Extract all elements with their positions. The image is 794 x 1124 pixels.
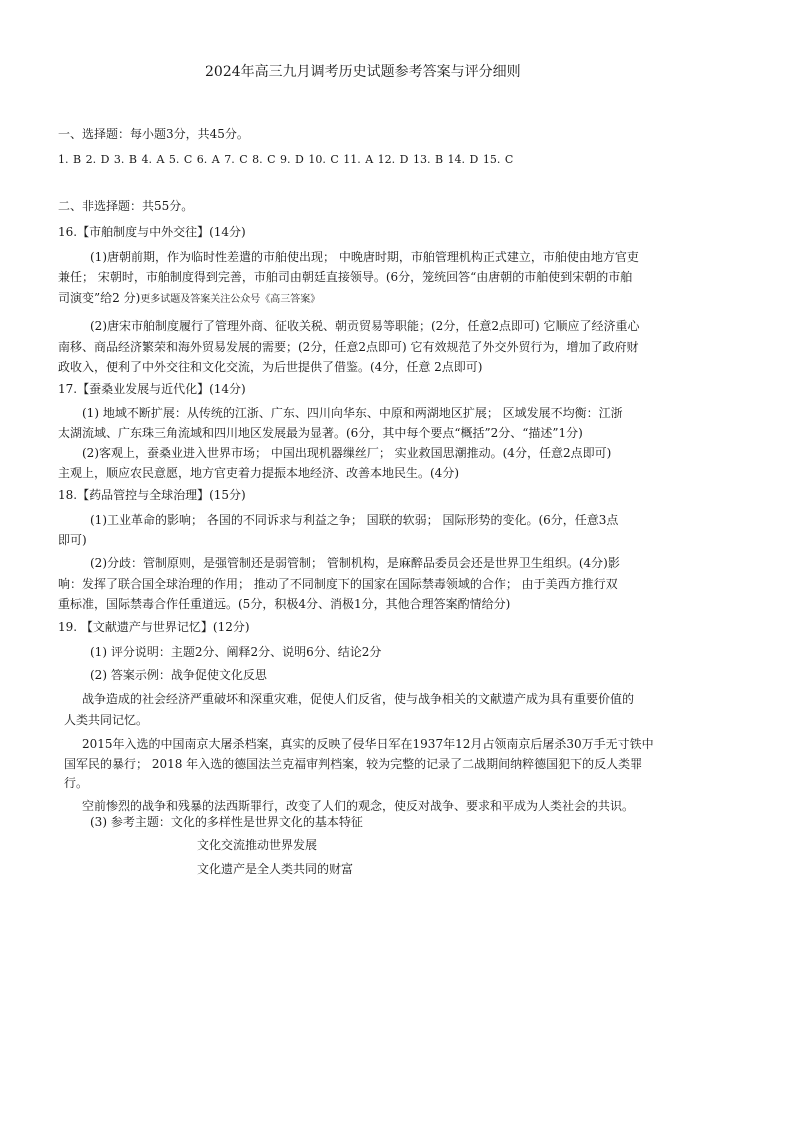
q19-essay2-line2: 国军民的暴行； 2018 年入选的德国法兰克福审判档案，较为完整的记录了二战期间纳粹德国犯下的反人类罪 xyxy=(64,757,643,771)
q17-p1-line2: 太湖流域、广东珠三角流域和四川地区发展最为显著。(6分，其中每个要点“概括”2分、“描述”1分) xyxy=(58,426,583,440)
q17-p2-line2: 主观上，顺应农民意愿，地方官吏着力提振本地经济、改善本地民生。(4分) xyxy=(58,466,460,480)
q17-heading: 17.【蚕桑业发展与近代化】(14分) xyxy=(58,382,246,396)
q18-p2-line3: 重标准，国际禁毒合作任重道远。(5分，积极4分、消极1分，其他合理答案酌情给分) xyxy=(58,597,511,611)
q16-p1-line1: (1)唐朝前期，作为临时性差遣的市舶使出现； 中晚唐时期，市舶管理机构正式建立，市舶使由地方官吏 xyxy=(90,250,639,264)
q19-essay3: 空前惨烈的战争和残暴的法西斯罪行，改变了人们的观念，使反对战争、要求和平成为人类社会的共识。 xyxy=(82,799,635,813)
q18-p2-line1: (2)分歧：管制原则，是强管制还是弱管制； 管制机构，是麻醉品委员会还是世界卫生组织。(4分)影 xyxy=(90,556,620,570)
q19-p3: (3) 参考主题：文化的多样性是世界文化的基本特征 xyxy=(90,815,363,829)
q16-p1-line3-text: 司演变”给2 分) xyxy=(58,291,141,305)
q18-p1-line1: (1)工业革命的影响； 各国的不同诉求与利益之争； 国联的软弱； 国际形势的变化。(6分，任意3点 xyxy=(90,513,619,527)
q19-essay1-line2: 人类共同记忆。 xyxy=(64,713,149,727)
q19-heading: 19. 【文献遗产与世界记忆】(12分) xyxy=(58,620,250,634)
q17-p1-line1: (1) 地域不断扩展：从传统的江浙、广东、四川向华东、中原和两湖地区扩展； 区域发展不均衡：江浙 xyxy=(82,406,623,420)
mc-answers: 1. B 2. D 3. B 4. A 5. C 6. A 7. C 8. C 9. D 10. C 11. A 12. D 13. B 14. D 15. C xyxy=(58,153,514,166)
q19-essay2-line3: 行。 xyxy=(64,776,89,790)
q16-p2-line3: 政收入，便利了中外交往和文化交流，为后世提供了借鉴。(4分，任意 2点即可) xyxy=(58,360,483,374)
q19-theme-2: 文化遗产是全人类共同的财富 xyxy=(197,862,354,876)
section1-heading: 一、选择题：每小题3分，共45分。 xyxy=(58,127,249,141)
q16-heading: 16.【市舶制度与中外交往】(14分) xyxy=(58,225,246,239)
section2-heading: 二、非选择题：共55分。 xyxy=(58,199,194,213)
q19-essay1-line1: 战争造成的社会经济严重破坏和深重灾难，促使人们反省，使与战争相关的文献遗产成为具有重要价值的 xyxy=(82,692,635,706)
q19-essay2-line1: 2015年入选的中国南京大屠杀档案，真实的反映了侵华日军在1937年12月占领南京后屠杀30万手无寸铁中 xyxy=(82,737,654,751)
doc-title: 2024年高三九月调考历史试题参考答案与评分细则 xyxy=(205,64,521,80)
q19-theme-1: 文化交流推动世界发展 xyxy=(197,838,318,852)
q16-p2-line1: (2)唐宋市舶制度履行了管理外商、征收关税、朝贡贸易等职能；(2分，任意2点即可) 它顺应了经济重心 xyxy=(90,319,640,333)
q18-heading: 18.【药品管控与全球治理】(15分) xyxy=(58,488,246,502)
q18-p1-line2: 即可) xyxy=(58,533,87,547)
q16-p1-line2: 兼任； 宋朝时，市舶制度得到完善，市舶司由朝廷直接领导。(6分，笼统回答“由唐朝的市舶使到宋朝的市舶 xyxy=(58,270,633,284)
q18-p2-line2: 响：发挥了联合国全球治理的作用； 推动了不同制度下的国家在国际禁毒领域的合作； 由于美西方推行双 xyxy=(58,577,618,591)
q16-p1-line3 xyxy=(58,290,320,308)
q19-p2: (2) 答案示例：战争促使文化反思 xyxy=(90,668,267,682)
q16-p2-line2: 南移、商品经济繁荣和海外贸易发展的需要；(2分，任意2点即可) 它有效规范了外交外贸行为，增加了政府财 xyxy=(58,340,639,354)
promo-note: 更多试题及答案关注公众号《高三答案》 xyxy=(140,294,321,305)
q17-p2-line1: (2)客观上，蚕桑业进入世界市场； 中国出现机器缫丝厂； 实业救国思潮推动。(4分，任意2点即可) xyxy=(82,446,612,460)
q19-p1: (1) 评分说明：主题2分、阐释2分、说明6分、结论2分 xyxy=(90,645,382,659)
